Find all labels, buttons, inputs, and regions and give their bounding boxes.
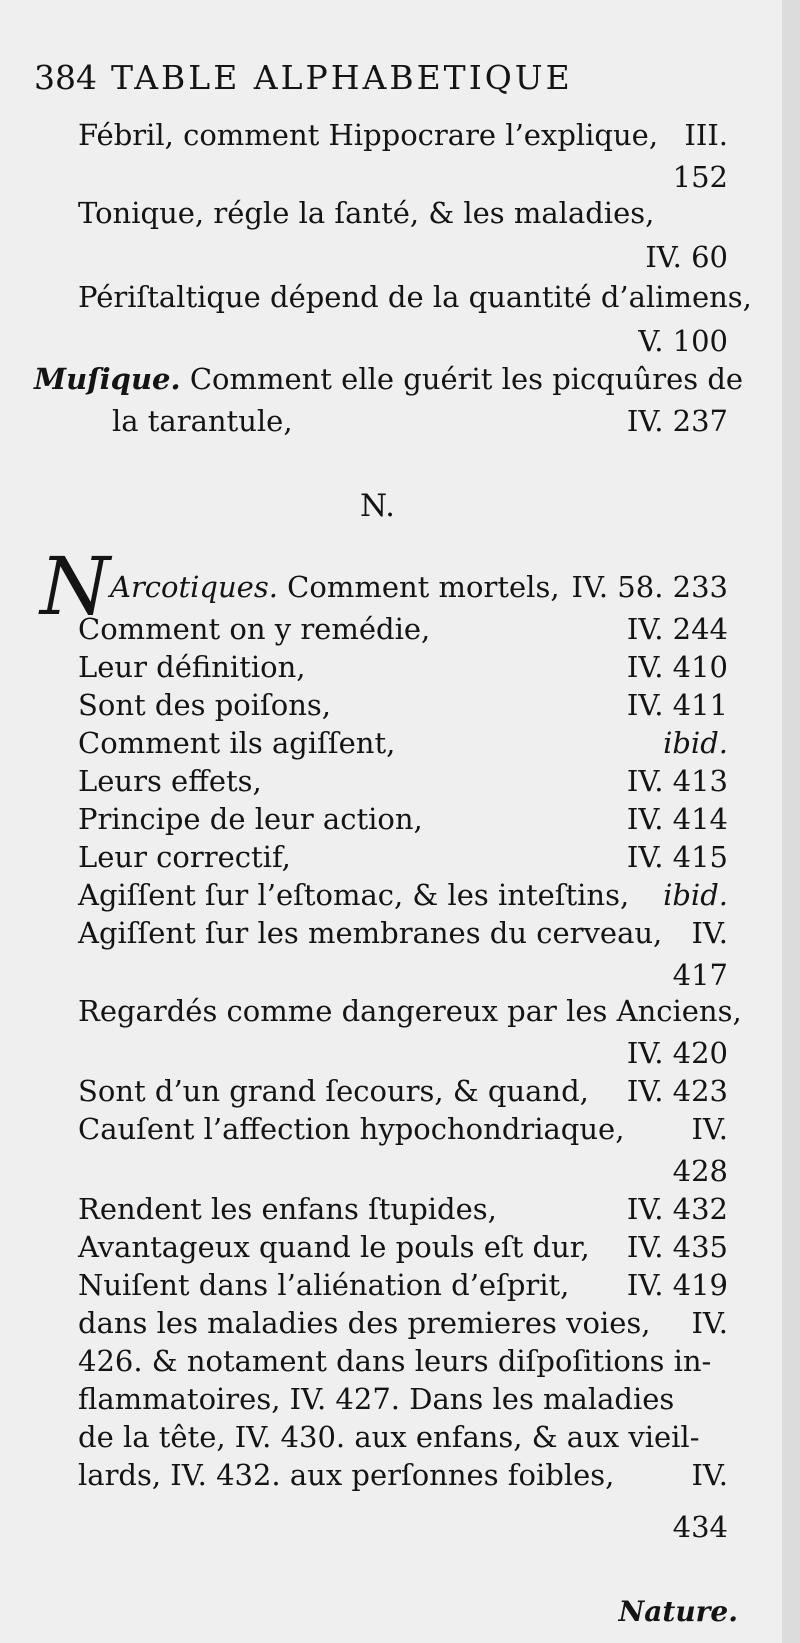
entry-reference: IV. 415 [626, 840, 728, 874]
catchword: Nature. [618, 1595, 738, 1628]
entry-reference: IV. 237 [626, 404, 728, 438]
index-line [34, 362, 744, 402]
entry-text [34, 362, 743, 396]
index-line [78, 1510, 728, 1550]
entry-text: Rendent les enfans ſtupides, [78, 1192, 497, 1226]
index-line [78, 160, 728, 200]
section-letter-heading: N. [360, 488, 395, 524]
index-line [78, 324, 728, 364]
index-line [78, 840, 728, 880]
entry-text: Nuiſent dans l’aliénation d’eſprit, [78, 1268, 570, 1302]
index-line [78, 1112, 728, 1152]
entry-reference: IV. 58. 233 [571, 570, 728, 604]
index-line [78, 650, 728, 690]
entry-reference: IV. [691, 1458, 728, 1492]
entry-reference: ibid. [663, 878, 728, 912]
page-edge [782, 0, 800, 1643]
entry-text: dans les maladies des premieres voies, [78, 1306, 651, 1340]
entry-reference: IV. 419 [626, 1268, 728, 1302]
entry-text-body: Comment elle guérit les picquûres de [189, 362, 744, 396]
index-line [78, 916, 728, 956]
index-line [78, 1230, 728, 1270]
entry-text-body: Comment mortels, [287, 570, 560, 604]
entry-text: 426. & notament dans leurs diſpoſitions in- [78, 1344, 712, 1378]
index-line [78, 1382, 728, 1422]
entry-reference: IV. [691, 916, 728, 950]
drop-capital: N [40, 540, 110, 633]
entry-reference: IV. 420 [626, 1036, 728, 1070]
index-line [78, 1420, 728, 1460]
running-title: TABLE ALPHABETIQUE [111, 58, 573, 97]
entry-reference: 152 [672, 160, 728, 194]
index-line [78, 1458, 728, 1498]
entry-reference: 428 [672, 1154, 728, 1188]
index-line [78, 726, 728, 766]
index-line [78, 1306, 728, 1346]
entry-headword: Arcotiques. [110, 570, 278, 604]
entry-text: Cauſent l’affection hypochondriaque, [78, 1112, 625, 1146]
entry-text: de la tête, IV. 430. aux enfans, & aux vieil- [78, 1420, 700, 1454]
entry-text: Tonique, régle la ſanté, & les maladies, [78, 196, 655, 230]
index-line [78, 958, 728, 998]
entry-reference: IV. [691, 1306, 728, 1340]
entry-text: flammatoires, IV. 427. Dans les maladies [78, 1382, 675, 1416]
entry-reference: IV. [691, 1112, 728, 1146]
entry-reference: IV. 410 [626, 650, 728, 684]
entry-reference: IV. 432 [626, 1192, 728, 1226]
index-line [78, 196, 728, 236]
index-line [112, 404, 728, 444]
index-line [78, 118, 728, 158]
entry-text: Principe de leur action, [78, 802, 423, 836]
index-line [78, 688, 728, 728]
index-line [78, 1074, 728, 1114]
index-line [78, 1344, 728, 1384]
entry-reference: IV. 413 [626, 764, 728, 798]
index-line [78, 1036, 728, 1076]
entry-text [110, 570, 560, 604]
index-line [78, 612, 728, 652]
entry-headword: Muſique. [34, 362, 181, 396]
entry-text: Périſtaltique dépend de la quantité d’alimens, [78, 280, 752, 314]
entry-text: Agiſſent ſur l’eſtomac, & les inteſtins, [78, 878, 630, 912]
entry-reference: IV. 411 [626, 688, 728, 722]
entry-reference: III. [684, 118, 728, 152]
entry-text: Fébril, comment Hippocrare l’explique, [78, 118, 659, 152]
entry-text: la tarantule, [112, 404, 293, 438]
entry-reference: IV. 244 [626, 612, 728, 646]
index-line [78, 240, 728, 280]
entry-text: Leur définition, [78, 650, 306, 684]
entry-text: Leur correctif, [78, 840, 291, 874]
entry-text: lards, IV. 432. aux perſonnes foibles, [78, 1458, 615, 1492]
entry-reference: IV. 414 [626, 802, 728, 836]
entry-reference: IV. 435 [626, 1230, 728, 1264]
entry-reference: 434 [672, 1510, 728, 1544]
index-line [78, 1268, 728, 1308]
entry-text: Leurs effets, [78, 764, 262, 798]
index-line [78, 802, 728, 842]
entry-text: Sont des poiſons, [78, 688, 331, 722]
index-line [78, 1154, 728, 1194]
entry-reference: 417 [672, 958, 728, 992]
entry-reference: ibid. [663, 726, 728, 760]
entry-text: Comment ils agiſſent, [78, 726, 396, 760]
running-header [34, 58, 654, 97]
index-line [110, 570, 728, 610]
entry-text: Regardés comme dangereux par les Anciens, [78, 994, 742, 1028]
entry-reference: V. 100 [638, 324, 728, 358]
page-number: 384 [34, 58, 97, 97]
index-line [78, 994, 742, 1034]
index-line [78, 878, 728, 918]
entry-text: Sont d’un grand ſecours, & quand, [78, 1074, 589, 1108]
index-line [78, 1192, 728, 1232]
entry-text: Avantageux quand le pouls eſt dur, [78, 1230, 590, 1264]
entry-text: Comment on y remédie, [78, 612, 431, 646]
entry-reference: IV. 423 [626, 1074, 728, 1108]
entry-text: Agiſſent ſur les membranes du cerveau, [78, 916, 663, 950]
entry-reference: IV. 60 [645, 240, 728, 274]
index-line [78, 764, 728, 804]
index-line [78, 280, 752, 320]
